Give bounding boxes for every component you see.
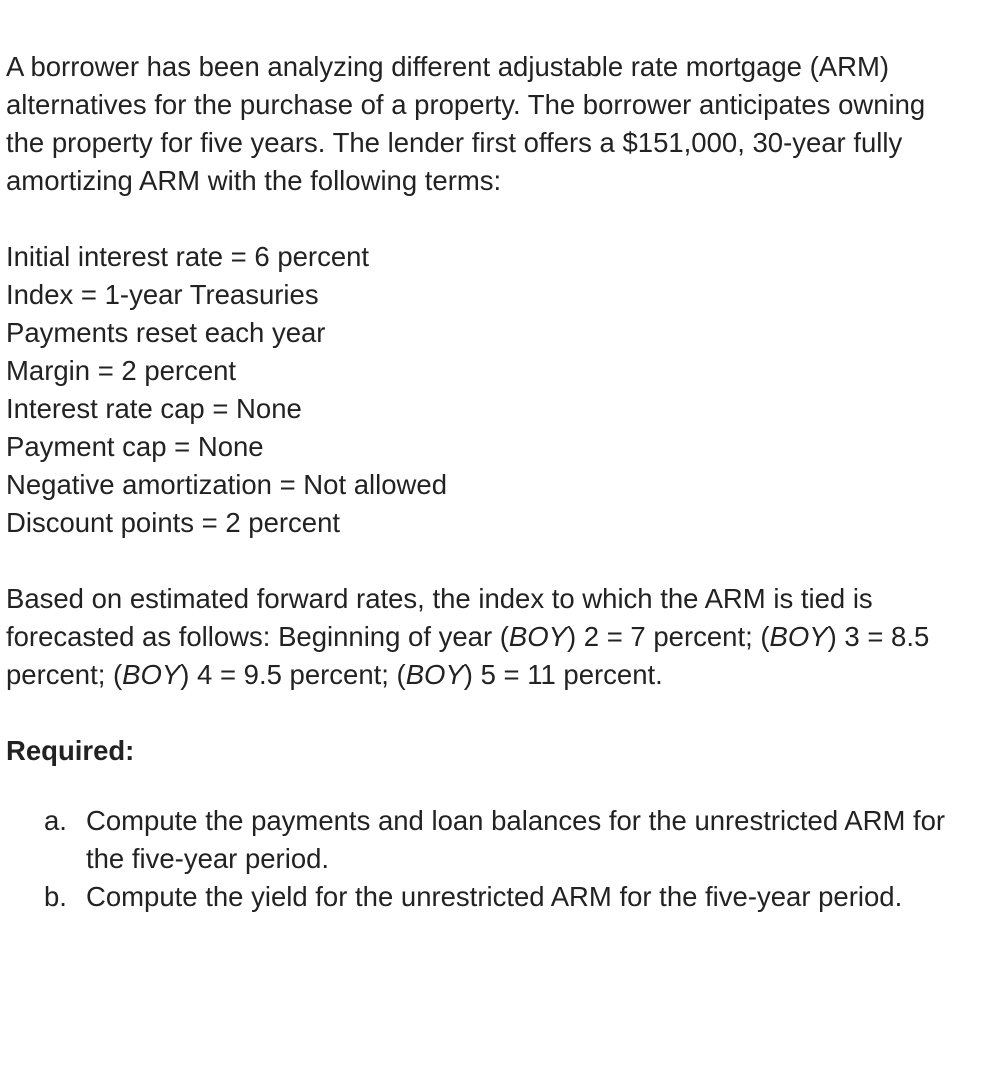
forecast-text-3: ) 3 = 8.5 percent; ( (6, 621, 930, 690)
forecast-text-1: Based on estimated forward rates, the index to which the ARM is tied is forecasted as follows: Beginning of year ( (6, 583, 873, 652)
boy-label: BOY (122, 659, 181, 690)
required-list (6, 802, 966, 916)
item-marker: a. (44, 805, 67, 836)
forecast-paragraph (6, 580, 936, 694)
required-item-b (6, 878, 946, 916)
loan-terms-list (6, 238, 966, 542)
term-interest-cap: Interest rate cap = None (6, 393, 302, 424)
term-discount-points: Discount points = 2 percent (6, 507, 341, 538)
forecast-text-4: ) 4 = 9.5 percent; ( (180, 659, 406, 690)
term-index: Index = 1-year Treasuries (6, 279, 319, 310)
item-marker: b. (44, 881, 67, 912)
term-margin: Margin = 2 percent (6, 355, 237, 386)
forecast-text-2: ) 2 = 7 percent; ( (567, 621, 770, 652)
required-heading: Required: (6, 735, 135, 766)
item-text: Compute the payments and loan balances for the unrestricted ARM for the five-year period. (86, 805, 946, 874)
required-item-a (6, 802, 946, 878)
problem-content (6, 48, 966, 916)
boy-label: BOY (769, 621, 828, 652)
term-initial-rate: Initial interest rate = 6 percent (6, 241, 370, 272)
term-negative-amortization: Negative amortization = Not allowed (6, 469, 447, 500)
boy-label: BOY (405, 659, 464, 690)
item-text: Compute the yield for the unrestricted ARM for the five-year period. (86, 881, 903, 912)
boy-label: BOY (508, 621, 567, 652)
intro-paragraph: A borrower has been analyzing different adjustable rate mortgage (ARM) alternatives for the purchase of a property. The borrower anticipates owning the property for five years. The lender first offers a $151,000, 30-year fully amortizing ARM with the following terms: (6, 51, 926, 196)
forecast-text-5: ) 5 = 11 percent. (463, 659, 663, 690)
term-payment-reset: Payments reset each year (6, 317, 326, 348)
term-payment-cap: Payment cap = None (6, 431, 264, 462)
